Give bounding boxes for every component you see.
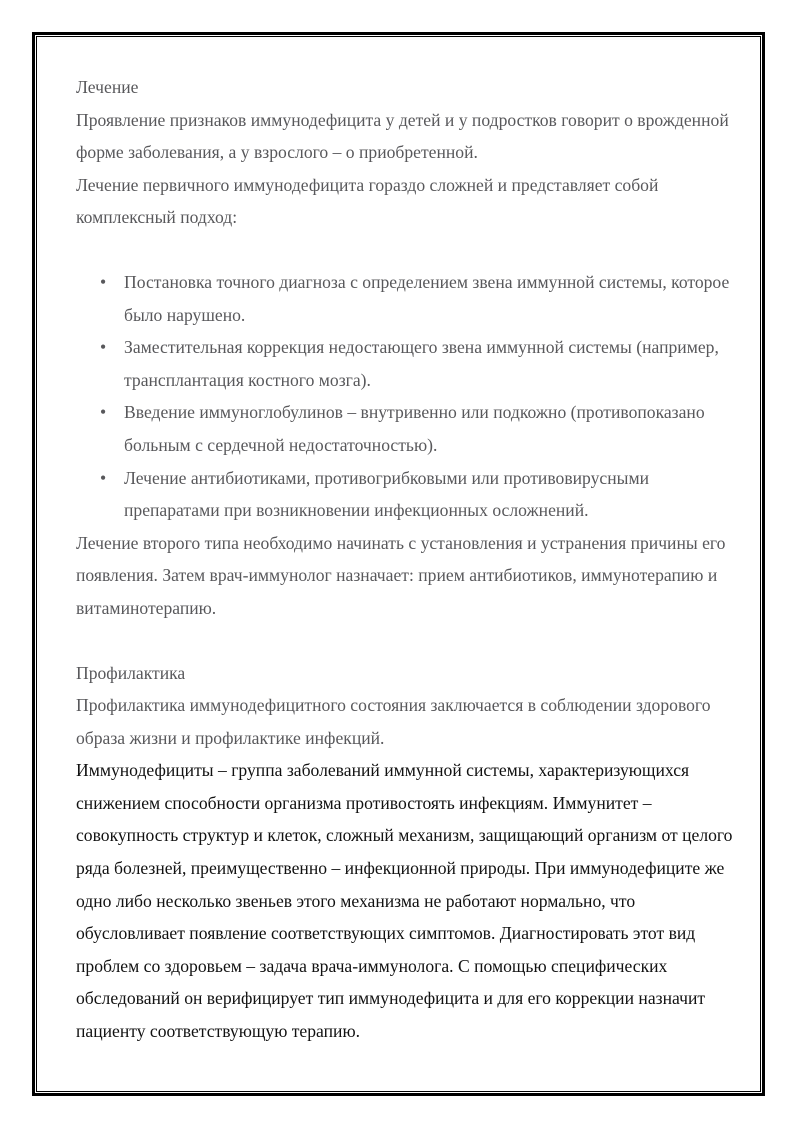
list-item-text: Заместительная коррекция недостающего звена иммунной системы (например, трансплантация костного мозга).	[124, 337, 719, 390]
treatment-outro-paragraph: Лечение второго типа необходимо начинать с установления и устранения причины его появления. Затем врач-иммунолог назначает: прием антибиотиков, иммунотерапию и витаминотерапию.	[76, 532, 726, 618]
prevention-paragraph: Профилактика иммунодефицитного состояния заключается в соблюдении здорового образа жизни и профилактике инфекций.	[76, 695, 711, 748]
summary-section	[76, 754, 736, 1047]
list-item	[100, 266, 736, 331]
section-spacer	[76, 625, 736, 657]
document-body	[76, 71, 736, 1048]
list-item-text: Введение иммуноглобулинов – внутривенно или подкожно (противопоказано больным с сердечной недостаточностью).	[124, 402, 705, 455]
list-item-text: Лечение антибиотиками, противогрибковыми или противовирусными препаратами при возникновении инфекционных осложнений.	[124, 467, 650, 521]
bullet-icon: •	[100, 467, 107, 488]
list-item	[100, 462, 736, 527]
treatment-list	[76, 266, 736, 527]
treatment-primary-paragraph: Лечение первичного иммунодефицита гораздо сложней и представляет собой комплексный подход:	[76, 174, 659, 228]
treatment-intro-paragraph: Проявление признаков иммунодефицита у детей и у подростков говорит о врожденной форме заболевания, а у взрослого – о приобретенной.	[76, 109, 729, 163]
treatment-heading: Лечение	[76, 77, 139, 97]
prevention-section	[76, 657, 736, 755]
treatment-list-block	[76, 266, 736, 527]
bullet-icon: •	[100, 402, 107, 423]
list-item	[100, 396, 736, 461]
bullet-icon: •	[100, 271, 107, 292]
summary-paragraph: Иммунодефициты – группа заболеваний иммунной системы, характеризующихся снижением способности организма противостоять инфекциям. Иммунитет – совокупность структур и клеток, сложный механизм, защищающий организм от целого ряда болезней, преимущественно – инфекционной природы. При иммунодефиците же одно либо несколько звеньев этого механизма не работают нормально, что обусловливает появление соответствующих симптомов. Диагностировать этот вид проблем со здоровьем – задача врача-иммунолога. С помощью специфических обследований он верифицирует тип иммунодефицита и для его коррекции назначит пациенту соответствующую терапию.	[76, 760, 733, 1042]
bullet-icon: •	[100, 337, 107, 358]
treatment-section	[76, 71, 736, 625]
list-item-text: Постановка точного диагноза с определением звена иммунной системы, которое было нарушено.	[124, 271, 730, 325]
prevention-heading: Профилактика	[76, 662, 186, 683]
list-item	[100, 331, 736, 396]
